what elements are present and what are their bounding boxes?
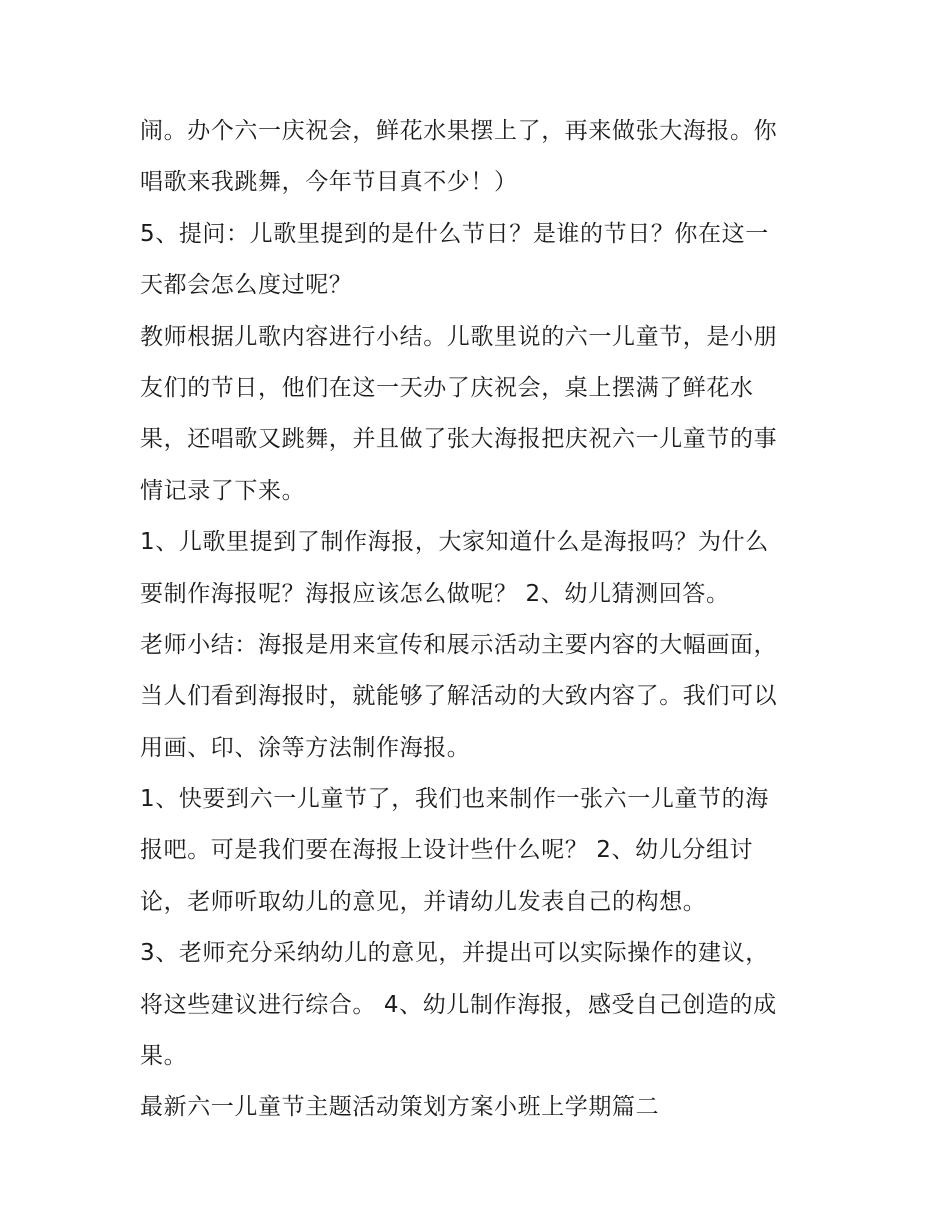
text-line: 1、儿歌里提到了制作海报，大家知道什么是海报吗？为什么 (140, 529, 769, 556)
text-line: 要制作海报呢？海报应该怎么做呢？ 2、幼儿猜测回答。 (140, 580, 730, 607)
text-line: 果，还唱歌又跳舞，并且做了张大海报把庆祝六一儿童节的事 (140, 426, 778, 453)
text-line: 用画、印、涂等方法制作海报。 (140, 734, 471, 761)
text-line: 唱歌来我跳舞，今年节目真不少！） (140, 169, 518, 196)
text-line: 友们的节日，他们在这一天办了庆祝会，桌上摆满了鲜花水 (140, 374, 754, 401)
text-line: 将这些建议进行综合。 4、幼儿制作海报，感受自己创造的成 (140, 991, 777, 1018)
text-line: 3、老师充分采纳幼儿的意见，并提出可以实际操作的建议， (140, 940, 769, 967)
text-line: 闹。办个六一庆祝会，鲜花水果摆上了，再来做张大海报。你 (140, 118, 778, 144)
text-line: 5、提问：儿歌里提到的是什么节日？是谁的节日？你在这一 (140, 220, 769, 247)
text-line: 老师小结：海报是用来宣传和展示活动主要内容的大幅画面， (140, 631, 778, 658)
text-line: 教师根据儿歌内容进行小结。儿歌里说的六一儿童节，是小朋 (140, 323, 778, 350)
text-line: 报吧。可是我们要在海报上设计些什么呢？ 2、幼儿分组讨 (140, 837, 754, 864)
text-line: 果。 (140, 1043, 188, 1070)
text-line: 论，老师听取幼儿的意见，并请幼儿发表自己的构想。 (140, 888, 707, 915)
text-line: 情记录了下来。 (140, 477, 306, 504)
text-line: 1、快要到六一儿童节了，我们也来制作一张六一儿童节的海 (140, 786, 769, 813)
section-heading: 最新六一儿童节主题活动策划方案小班上学期篇二 (140, 1094, 660, 1121)
document-body (140, 106, 830, 1134)
text-line: 天都会怎么度过呢？ (140, 272, 353, 299)
text-line: 当人们看到海报时，就能够了解活动的大致内容了。我们可以 (140, 683, 778, 710)
